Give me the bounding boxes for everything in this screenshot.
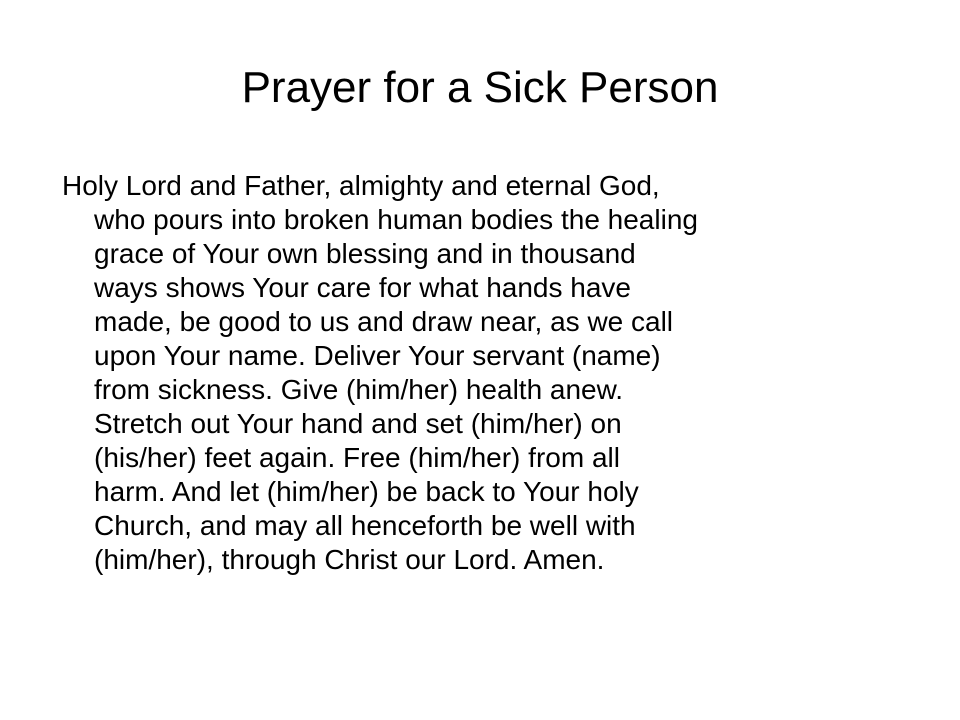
prayer-line: made, be good to us and draw near, as we call <box>94 306 674 337</box>
prayer-line: (his/her) feet again. Free (him/her) from all <box>94 442 620 473</box>
prayer-line: harm. And let (him/her) be back to Your holy <box>94 476 639 507</box>
prayer-line: Church, and may all henceforth be well with <box>94 510 636 541</box>
prayer-line: grace of Your own blessing and in thousand <box>94 238 636 269</box>
prayer-line: ways shows Your care for what hands have <box>94 272 631 303</box>
prayer-line: upon Your name. Deliver Your servant (name) <box>94 340 661 371</box>
prayer-line: (him/her), through Christ our Lord. Amen. <box>94 544 605 575</box>
prayer-line: Stretch out Your hand and set (him/her) on <box>94 408 622 439</box>
prayer-line: from sickness. Give (him/her) health anew. <box>94 374 624 405</box>
slide-title: Prayer for a Sick Person <box>241 63 719 112</box>
prayer-line: who pours into broken human bodies the healing <box>94 204 698 235</box>
prayer-line: Holy Lord and Father, almighty and eternal God, <box>62 170 660 201</box>
prayer-text <box>62 169 942 577</box>
